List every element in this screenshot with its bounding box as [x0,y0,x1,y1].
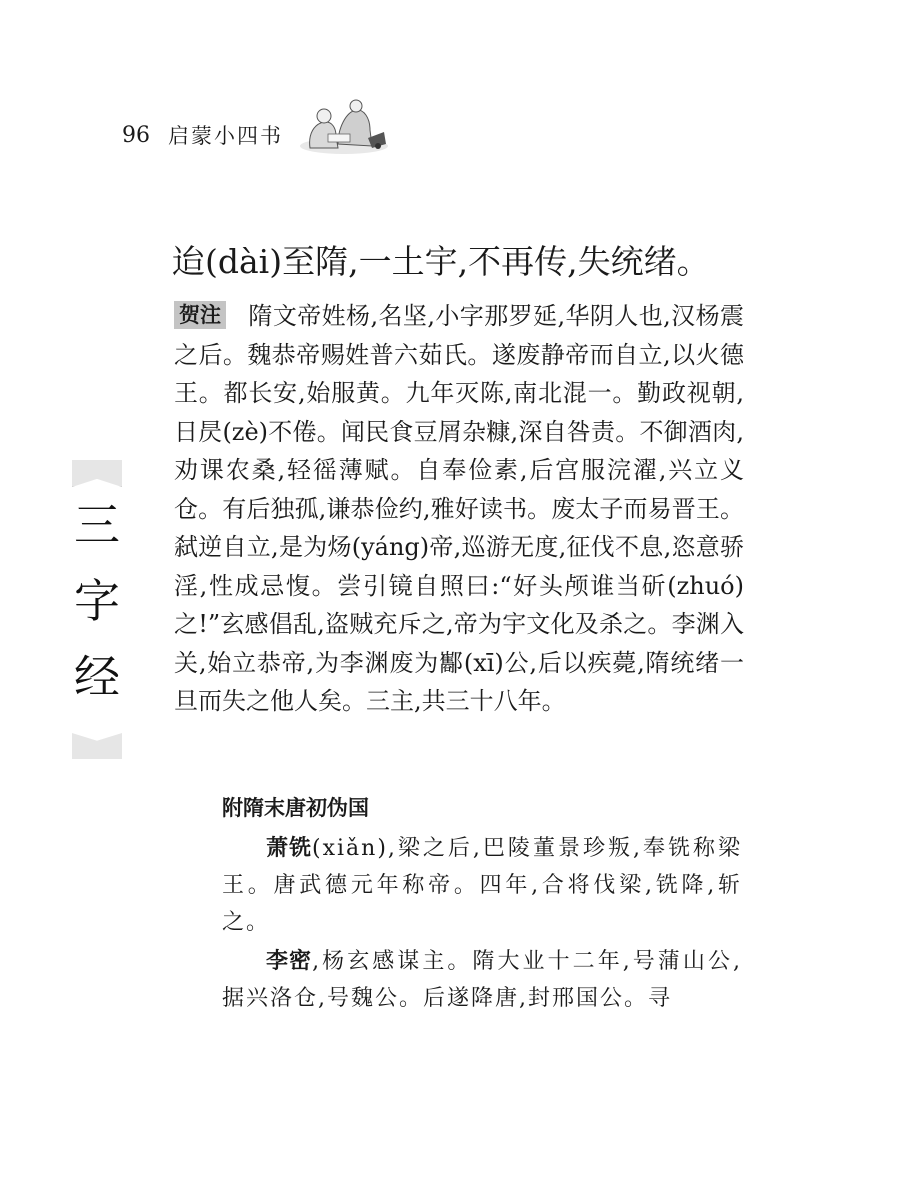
appendix-title: 附隋末唐初伪国 [222,796,369,820]
side-tab-bottom-bracket [72,733,122,759]
commentary-paragraph [174,297,744,721]
side-tab-char: 三 [74,498,120,552]
book-title: 启蒙小四书 [168,124,283,148]
classic-verse-line: 迨(dài)至隋,一土宇,不再传,失统绪。 [172,242,710,281]
entry-text: ,杨玄感谋主。隋大业十二年,号蒲山公,据兴洛仓,号魏公。后遂降唐,封邢国公。寻 [222,949,742,1011]
entry-name: 萧铣 [266,836,313,861]
page-number: 96 [122,122,150,148]
side-tab-char: 经 [74,650,120,704]
side-tab-char: 字 [74,574,120,628]
scholars-illustration-icon [298,98,390,156]
appendix-entry [222,830,742,941]
entry-text: (xiǎn),梁之后,巴陵董景珍叛,奉铣称梁王。唐武德元年称帝。四年,合将伐梁,铣降,斩之。 [222,836,742,935]
commentary-text: 隋文帝姓杨,名坚,小字那罗延,华阴人也,汉杨震之后。魏恭帝赐姓普六茹氏。遂废静帝而自立,以火德王。都长安,始服黄。九年灭陈,南北混一。勤政视朝,日昃(zè)不倦。闻民食豆屑杂糠,深自咎责。不御酒肉,劝课农桑,轻徭薄赋。自奉俭素,后宫服浣濯,兴立义仓。有后独孤,谦恭俭约,雅好读书。废太子而易晋王。弑逆自立,是为炀(yáng)帝,巡游无度,征伐不息,恣意骄淫,性成忌愎。尝引镜自照曰:“好头颅谁当斫(zhuó)之!”玄感倡乱,盗贼充斥之,帝为宇文化及杀之。李渊入关,始立恭帝,为李渊废为酅(xī)公,后以疾薨,隋统绪一旦而失之他人矣。三主,共三十八年。 [174,302,744,715]
section-side-tab [72,460,122,759]
side-tab-top-bracket [72,460,122,487]
appendix-entry [222,943,742,1017]
commentary-label: 贺注 [174,301,226,329]
appendix-section [222,790,742,1019]
running-header [122,120,283,150]
entry-name: 李密 [266,949,313,974]
